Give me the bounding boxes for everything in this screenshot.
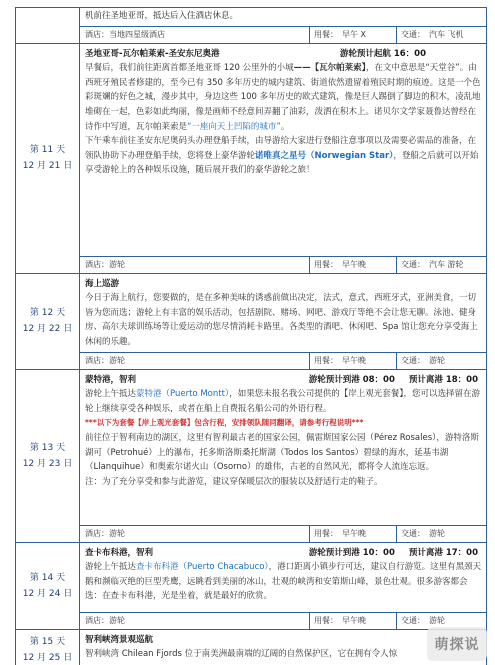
day-content — [80, 273, 487, 352]
day-number: 第 14 天 — [29, 572, 66, 583]
hotel-info: 酒店：游轮 — [85, 260, 125, 270]
departure-time: 预计离港 17：00 — [408, 547, 478, 558]
paragraph: 注：为了充分享受和参与此游览，建议穿保暖层次的服装以及舒适行走的鞋子。 — [85, 476, 383, 487]
paragraph: 早餐后，我们前往距离首都圣地亚哥 120 公里外的小城——【瓦尔帕莱索】，在文中意思是“天堂谷”。由西班牙殖民者修建的，至今已有 350 多年历史的城内建筑、街道依然遗留着殖民时期的痕迹。这是一个色彩斑斓的好色之城，漫步其中，身边这些 100 多年历史的欧式建筑，像是巨人踢倒了脚边的积木，凌乱地堆砌在一起，色彩如此绚丽，像是画师不经意间弄翻了油彩，泼洒在积木上。诺贝尔文学家聂鲁达曾经在诗作中写道，瓦尔帕莱索是“一座向天上凹陷的城市”。 — [85, 63, 481, 132]
table-row — [16, 8, 487, 27]
day-header — [85, 277, 482, 292]
day-header — [85, 373, 482, 388]
day-header — [85, 546, 482, 561]
itinerary-table — [15, 7, 487, 665]
departure-time: 预计离港 18：00 — [408, 374, 478, 385]
day-cell-empty — [16, 8, 80, 44]
day-number: 第 13 天 — [29, 442, 66, 453]
day-title: 蒙特港，智利 — [85, 374, 137, 385]
meal-info: 用餐： 早午晚 — [309, 353, 396, 369]
paragraph: 下午乘车前往圣安东尼奥码头办理登船手续，由导游给大家进行登船注意事项以及需要必需品的准备，在领队协助下办理登船手续，您将登上豪华游轮诺唯真之星号（Norwegian Star），登船之后就可以开始享受游轮上的各种娱乐设施，随后展开我们的豪华游轮之旅！ — [85, 136, 479, 176]
hotel-info: 酒店：当地四星级酒店 — [85, 30, 165, 40]
meta-row — [16, 26, 487, 43]
watermark-logo — [427, 627, 487, 661]
paragraph: 今日于海上航行，您要做的，是在多种美味的诱惑前做出决定，法式，意式，西班牙式，亚洲美食，一切皆为您而选；游轮上有丰富的娱乐活动，包括剧院、赌场、网吧、游戏厅等绝不会让您无聊。泳池、健身房、高尔夫球训练场等让爱运动的您尽情消耗卡路里。各类型的酒吧、休闲吧、Spa 馆让您充分享受海上休闲的乐趣。 — [85, 293, 478, 347]
meal-info: 用餐： 早午 X — [309, 27, 396, 43]
day-cell — [16, 43, 80, 273]
table-row — [16, 273, 487, 352]
day-content — [80, 369, 487, 525]
day-number: 第 12 天 — [29, 308, 66, 319]
meal-info: 用餐： 早午晚 — [309, 257, 396, 273]
meta-row — [16, 256, 487, 273]
transport-info: 交通： 游轮 — [396, 353, 486, 369]
port-name: 蒙特港（Puerto Montt） — [136, 389, 230, 400]
day-date: 12 月 23 日 — [22, 458, 73, 469]
day-header — [85, 47, 482, 62]
day-title: 海上巡游 — [85, 278, 120, 289]
table-row — [16, 542, 487, 612]
day-cell — [16, 542, 80, 629]
paragraph: 游轮上午抵达蒙特港（Puerto Montt），如果您未报名我公司提供的【岸上观光套餐】，您可以选择留在游轮上继续享受各种娱乐，或者在船上自费报名船公司的外语行程。 — [85, 389, 480, 414]
day-cell — [16, 369, 80, 542]
meta-row — [16, 525, 487, 542]
day-date: 12 月 22 日 — [22, 324, 73, 335]
day-number: 第 15 天 — [29, 636, 66, 647]
arrival-time: 游轮预计到港 10：00 — [308, 547, 395, 558]
package-note: ***以下为套餐【岸上观光套餐】包含行程，安排领队随同翻译，请参考行程说明*** — [85, 418, 364, 428]
transport-info: 交通： 游轮 — [396, 526, 486, 542]
table-row — [16, 369, 487, 525]
meta-row — [16, 612, 487, 629]
day-date: 12 月 21 日 — [22, 161, 73, 172]
transport-info: 交通： 汽车 飞机 — [396, 27, 486, 43]
paragraph: 游轮上午抵达查卡布科港（Puerto Chacabuco），港口距离小镇步行可达，建议自行游览。这里有黑颈天鹅和濒临灭绝的巨型秃鹰，远眺看到美丽的冰山，壮观的峡湾和安第斯山峰，景色壮观。很多游客都会选：在查卡布科港，光是坐着，就是最好的欣赏。 — [85, 562, 482, 602]
day-date: 12 月 24 日 — [22, 588, 73, 599]
day-number: 第 11 天 — [29, 145, 66, 156]
continuation-text — [80, 8, 487, 27]
arrival-time: 游轮预计到港 08：00 — [308, 374, 395, 385]
hotel-info: 酒店：游轮 — [85, 356, 125, 366]
table-row — [16, 629, 487, 665]
ship-name: 诺唯真之星号（Norwegian Star） — [255, 150, 394, 161]
hotel-info: 酒店：游轮 — [85, 616, 125, 626]
watermark-text: 萌探说 — [434, 637, 480, 653]
day-header — [85, 633, 482, 648]
day-title: 智利峡湾景观巡航 — [85, 634, 154, 645]
meal-info: 用餐： 早午晚 — [309, 613, 396, 629]
meal-info: 用餐： 早午晚 — [309, 526, 396, 542]
day-cell — [16, 273, 80, 369]
day-content — [80, 43, 487, 256]
transport-info: 交通： 汽车 游轮 — [396, 257, 486, 273]
table-row — [16, 43, 487, 256]
departure-time: 游轮预计起航 16：00 — [339, 48, 426, 59]
meta-row — [16, 352, 487, 369]
hotel-info: 酒店：游轮 — [85, 529, 125, 539]
continuation-line: 机前往圣地亚哥，抵达后入住酒店休息。 — [85, 11, 239, 21]
day-cell — [16, 629, 80, 665]
paragraph: 前往位于智利南边的湖区，这里有智利最古老的国家公园，佩雷斯国家公园（Pérez Rosales），游特洛斯湖可（Petrohué）上的瀑布，托多斯洛斯桑托斯湖（Todos los Santos）碧绿的海水，延基韦湖（Llanquihue）和奥索尔诺火山（Osorno）的雄伟，古老的自然风光，都将令人流连忘返。 — [85, 432, 479, 473]
port-name: 查卡布科港（Puerto Chacabuco） — [136, 562, 269, 573]
day-title: 查卡布科港，智利 — [85, 547, 154, 558]
paragraph: 智利峡湾 Chilean Fjords 位于南美洲最南端的辽阔的自然保护区，它在拥有令人惊 — [85, 649, 398, 660]
day-content — [80, 629, 487, 665]
day-date: 12 月 25 日 — [22, 652, 73, 663]
day-content — [80, 542, 487, 612]
day-title: 圣地亚哥-瓦尔帕莱索-圣安东尼奥港 — [85, 48, 220, 59]
transport-info: 交通： 游轮 — [396, 613, 486, 629]
